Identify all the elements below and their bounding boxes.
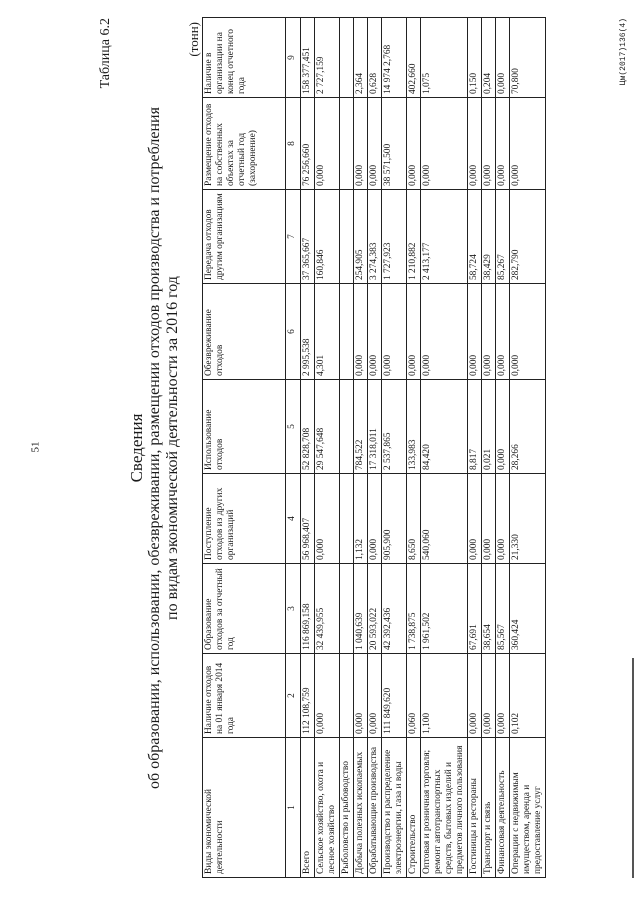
value-cell: 0,060 bbox=[407, 654, 421, 738]
value-cell: 111 849,620 bbox=[382, 654, 407, 738]
value-cell: 254,905 bbox=[354, 190, 368, 284]
document-title bbox=[128, 18, 182, 878]
value-cell: 1 961,502 bbox=[421, 564, 468, 654]
table-row bbox=[354, 18, 368, 878]
value-cell: 8,650 bbox=[407, 474, 421, 564]
value-cell: 0,000 bbox=[482, 474, 496, 564]
footer-stamp: Цм(2017)136(4) bbox=[619, 18, 628, 86]
value-cell: 360,424 bbox=[510, 564, 546, 654]
value-cell: 784,522 bbox=[354, 380, 368, 474]
value-cell: 0,000 bbox=[368, 654, 382, 738]
value-cell: 38,429 bbox=[482, 190, 496, 284]
column-number: 7 bbox=[286, 190, 301, 284]
value-cell: 116 869,158 bbox=[301, 564, 315, 654]
value-cell: 85,567 bbox=[496, 564, 510, 654]
value-cell: 1,075 bbox=[421, 18, 468, 98]
title-line-2: об образовании, использовании, обезвреживании, размещении отходов производства и потребления bbox=[146, 107, 163, 789]
value-cell: 0,000 bbox=[407, 284, 421, 380]
title-line-1: Сведения bbox=[127, 413, 146, 483]
value-cell: 0,204 bbox=[482, 18, 496, 98]
table-label: Таблица 6.2 bbox=[98, 18, 113, 89]
value-cell: 1 738,875 bbox=[407, 564, 421, 654]
value-cell: 28,266 bbox=[510, 380, 546, 474]
activity-name-cell: Транспорт и связь bbox=[482, 738, 496, 878]
value-cell: 0,000 bbox=[496, 284, 510, 380]
value-cell: 540,060 bbox=[421, 474, 468, 564]
table-row bbox=[301, 18, 315, 878]
value-cell: 2 413,177 bbox=[421, 190, 468, 284]
value-cell: 905,900 bbox=[382, 474, 407, 564]
value-cell bbox=[340, 18, 354, 98]
title-line-3: по видам экономической деятельности за 2016 год bbox=[164, 276, 181, 620]
table-header-row bbox=[203, 18, 286, 878]
value-cell: 0,000 bbox=[354, 98, 368, 190]
value-cell bbox=[340, 98, 354, 190]
value-cell: 29 547,648 bbox=[315, 380, 340, 474]
value-cell: 133,983 bbox=[407, 380, 421, 474]
column-number: 5 bbox=[286, 380, 301, 474]
header-cell: Образование отходов за отчетный год bbox=[203, 564, 286, 654]
value-cell: 1 210,882 bbox=[407, 190, 421, 284]
activity-name-cell: Обрабатывающие производства bbox=[368, 738, 382, 878]
value-cell: 0,000 bbox=[468, 284, 482, 380]
value-cell: 8,817 bbox=[468, 380, 482, 474]
activity-name-cell: Всего bbox=[301, 738, 315, 878]
value-cell: 0,150 bbox=[468, 18, 482, 98]
value-cell: 67,691 bbox=[468, 564, 482, 654]
value-cell: 0,000 bbox=[496, 474, 510, 564]
value-cell bbox=[340, 284, 354, 380]
value-cell: 2,364 bbox=[354, 18, 368, 98]
value-cell: 160,846 bbox=[315, 190, 340, 284]
value-cell: 0,102 bbox=[510, 654, 546, 738]
column-number: 4 bbox=[286, 474, 301, 564]
value-cell: 56 968,407 bbox=[301, 474, 315, 564]
table-row bbox=[482, 18, 496, 878]
value-cell: 37 365,667 bbox=[301, 190, 315, 284]
value-cell: 0,000 bbox=[354, 654, 368, 738]
header-cell: Использование отходов bbox=[203, 380, 286, 474]
value-cell: 1 040,639 bbox=[354, 564, 368, 654]
value-cell: 0,000 bbox=[354, 284, 368, 380]
value-cell: 0,000 bbox=[482, 98, 496, 190]
value-cell: 0,000 bbox=[510, 284, 546, 380]
column-number: 8 bbox=[286, 98, 301, 190]
value-cell: 0,000 bbox=[421, 98, 468, 190]
table-row bbox=[468, 18, 482, 878]
waste-statistics-table bbox=[202, 17, 546, 878]
value-cell: 402,660 bbox=[407, 18, 421, 98]
value-cell bbox=[340, 564, 354, 654]
value-cell: 0,000 bbox=[421, 284, 468, 380]
value-cell: 42 392,436 bbox=[382, 564, 407, 654]
value-cell: 17 318,011 bbox=[368, 380, 382, 474]
header-cell: Обезвреживание отходов bbox=[203, 284, 286, 380]
value-cell: 20 593,022 bbox=[368, 564, 382, 654]
activity-name-cell: Добыча полезных ископаемых bbox=[354, 738, 368, 878]
column-number: 3 bbox=[286, 564, 301, 654]
header-cell: Размещение отходов на собственных объектах за отчетный год (захоронение) bbox=[203, 98, 286, 190]
value-cell: 76 256,660 bbox=[301, 98, 315, 190]
value-cell: 85,267 bbox=[496, 190, 510, 284]
column-number: 2 bbox=[286, 654, 301, 738]
value-cell: 70,800 bbox=[510, 18, 546, 98]
column-number: 9 bbox=[286, 18, 301, 98]
value-cell: 0,000 bbox=[482, 284, 496, 380]
value-cell: 84,420 bbox=[421, 380, 468, 474]
value-cell: 0,000 bbox=[496, 654, 510, 738]
activity-name-cell: Гостиницы и рестораны bbox=[468, 738, 482, 878]
activity-name-cell: Сельское хозяйство, охота и лесное хозяйство bbox=[315, 738, 340, 878]
value-cell: 3 274,383 bbox=[368, 190, 382, 284]
header-cell: Наличие отходов на 01 января 2014 года bbox=[203, 654, 286, 738]
table-row bbox=[510, 18, 546, 878]
activity-name-cell: Оптовая и розничная торговля; ремонт автотранспортных средств, бытовых изделий и предметов личного пользования bbox=[421, 738, 468, 878]
value-cell: 0,000 bbox=[368, 284, 382, 380]
table-row bbox=[315, 18, 340, 878]
column-number: 6 bbox=[286, 284, 301, 380]
rotated-page-content bbox=[98, 18, 628, 878]
value-cell: 0,000 bbox=[468, 654, 482, 738]
value-cell: 0,021 bbox=[482, 380, 496, 474]
value-cell: 32 439,955 bbox=[315, 564, 340, 654]
activity-name-cell: Операции с недвижимым имуществом, аренда и предоставление услуг bbox=[510, 738, 546, 878]
value-cell: 0,000 bbox=[468, 474, 482, 564]
header-cell: Поступление отходов из других организаций bbox=[203, 474, 286, 564]
value-cell: 4,301 bbox=[315, 284, 340, 380]
table-row bbox=[368, 18, 382, 878]
scan-edge-line bbox=[632, 658, 634, 878]
value-cell: 2 995,538 bbox=[301, 284, 315, 380]
table-row bbox=[496, 18, 510, 878]
value-cell: 38 571,500 bbox=[382, 98, 407, 190]
value-cell: 2 537,865 bbox=[382, 380, 407, 474]
table-row bbox=[340, 18, 354, 878]
value-cell: 282,790 bbox=[510, 190, 546, 284]
value-cell: 112 108,759 bbox=[301, 654, 315, 738]
value-cell bbox=[340, 190, 354, 284]
value-cell: 1,100 bbox=[421, 654, 468, 738]
value-cell: 0,000 bbox=[315, 654, 340, 738]
value-cell: 52 828,708 bbox=[301, 380, 315, 474]
activity-name-cell: Финансовая деятельность bbox=[496, 738, 510, 878]
header-cell: Наличие в организации на конец отчетного года bbox=[203, 18, 286, 98]
value-cell: 0,000 bbox=[382, 284, 407, 380]
value-cell: 0,000 bbox=[496, 18, 510, 98]
activity-name-cell: Рыболовство и рыбоводство bbox=[340, 738, 354, 878]
table-row bbox=[407, 18, 421, 878]
value-cell: 1 727,923 bbox=[382, 190, 407, 284]
activity-name-cell: Строительство bbox=[407, 738, 421, 878]
value-cell: 21,330 bbox=[510, 474, 546, 564]
value-cell: 0,000 bbox=[496, 380, 510, 474]
value-cell: 0,000 bbox=[468, 98, 482, 190]
table-row bbox=[382, 18, 407, 878]
value-cell: 0,000 bbox=[315, 474, 340, 564]
value-cell bbox=[340, 380, 354, 474]
header-cell: Виды экономической деятельности bbox=[203, 738, 286, 878]
value-cell: 38,654 bbox=[482, 564, 496, 654]
value-cell: 58,724 bbox=[468, 190, 482, 284]
column-number: 1 bbox=[286, 738, 301, 878]
column-number-row bbox=[286, 18, 301, 878]
unit-label: (тонн) bbox=[186, 22, 201, 57]
value-cell: 0,000 bbox=[510, 98, 546, 190]
value-cell: 0,000 bbox=[496, 98, 510, 190]
activity-name-cell: Производство и распределение электроэнергии, газа и воды bbox=[382, 738, 407, 878]
value-cell: 0,000 bbox=[407, 98, 421, 190]
value-cell bbox=[340, 654, 354, 738]
value-cell: 0,000 bbox=[368, 98, 382, 190]
value-cell: 0,628 bbox=[368, 18, 382, 98]
value-cell bbox=[340, 474, 354, 564]
value-cell: 158 377,451 bbox=[301, 18, 315, 98]
table-row bbox=[421, 18, 468, 878]
value-cell: 2 727,159 bbox=[315, 18, 340, 98]
value-cell: 0,000 bbox=[482, 654, 496, 738]
value-cell: 0,000 bbox=[315, 98, 340, 190]
value-cell: 1,132 bbox=[354, 474, 368, 564]
value-cell: 0,000 bbox=[368, 474, 382, 564]
page-number: 51 bbox=[29, 441, 42, 453]
header-cell: Передача отходов другим организациям bbox=[203, 190, 286, 284]
value-cell: 14 974 2,768 bbox=[382, 18, 407, 98]
